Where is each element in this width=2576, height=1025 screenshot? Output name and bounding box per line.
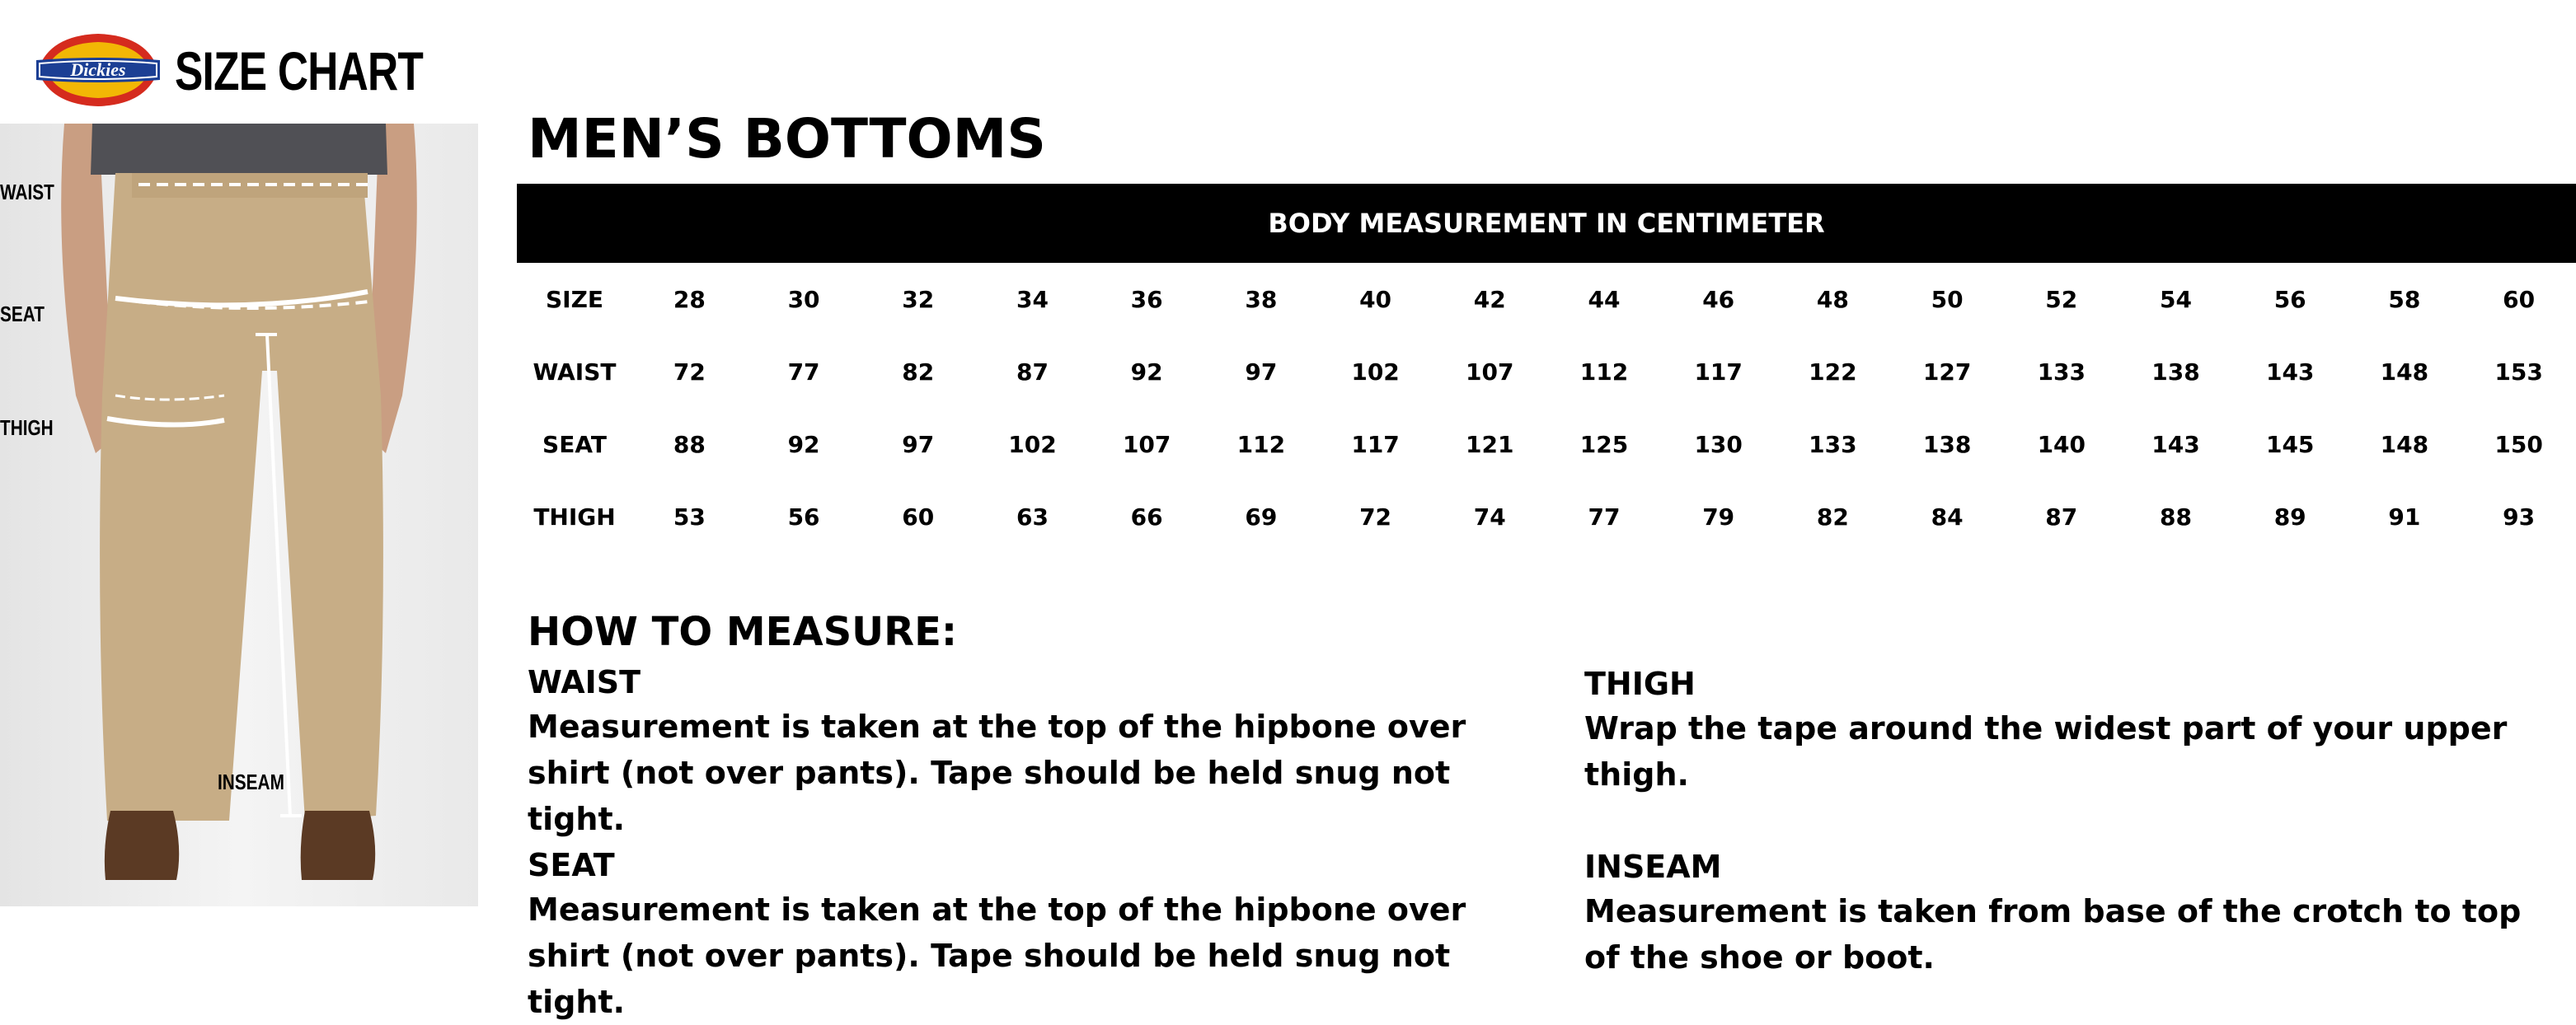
- table-cell: 140: [2037, 430, 2086, 458]
- table-cell: 117: [1351, 430, 1400, 458]
- table-cell: 46: [1702, 285, 1735, 313]
- table-cell: 107: [1466, 358, 1514, 386]
- row-label: SIZE: [545, 285, 603, 313]
- table-cell: 77: [787, 358, 820, 386]
- table-cell: 60: [2503, 285, 2536, 313]
- measure-thigh-text: Wrap the tape around the widest part of your upper thigh.: [1584, 710, 2508, 793]
- table-cell: 145: [2265, 430, 2315, 458]
- table-cell: 150: [2494, 430, 2543, 458]
- row-label: THIGH: [533, 503, 616, 531]
- brand-logo: [33, 25, 163, 115]
- table-cell: 143: [2265, 358, 2315, 386]
- table-cell: 52: [2045, 285, 2078, 313]
- table-cell: 138: [1922, 430, 1972, 458]
- table-cell: 93: [2503, 503, 2536, 531]
- table-cell: 112: [1236, 430, 1286, 458]
- page-title: MEN’S BOTTOMS: [528, 107, 1046, 171]
- table-cell: 148: [2380, 430, 2429, 458]
- measure-waist-title: WAIST: [528, 664, 641, 700]
- measure-seat-text: Measurement is taken at the top of the hipbone over shirt (not over pants). Tape should be held snug not tight.: [528, 892, 1466, 1020]
- table-cell: 72: [673, 358, 706, 386]
- table-cell: 44: [1588, 285, 1621, 313]
- table-cell: 69: [1245, 503, 1278, 531]
- table-cell: 112: [1579, 358, 1629, 386]
- table-cell: 125: [1579, 430, 1629, 458]
- table-cell: 130: [1694, 430, 1743, 458]
- how-to-measure-title: HOW TO MEASURE:: [528, 609, 958, 655]
- table-cell: 143: [2151, 430, 2200, 458]
- table-cell: 56: [787, 503, 820, 531]
- table-row: [517, 263, 2576, 335]
- table-cell: 102: [1351, 358, 1400, 386]
- table-cell: 91: [2388, 503, 2421, 531]
- measure-seat-title: SEAT: [528, 847, 615, 883]
- table-cell: 66: [1130, 503, 1163, 531]
- table-cell: 40: [1359, 285, 1392, 313]
- table-cell: 122: [1809, 358, 1857, 386]
- table-cell: 88: [2160, 503, 2192, 531]
- figure-label-inseam: INSEAM: [218, 770, 284, 794]
- table-cell: 32: [902, 285, 935, 313]
- table-cell: 97: [1245, 358, 1278, 386]
- table-cell: 77: [1588, 503, 1621, 531]
- row-label: WAIST: [533, 358, 617, 386]
- size-table: [517, 263, 2576, 553]
- table-cell: 97: [902, 430, 935, 458]
- measure-inseam-block: [1584, 845, 2532, 981]
- figure-label-thigh: THIGH: [0, 415, 54, 440]
- dickies-logo-icon: [33, 29, 163, 111]
- pants-photo: [0, 124, 478, 906]
- row-label: SEAT: [542, 430, 607, 458]
- table-cell: 38: [1245, 285, 1278, 313]
- measure-inseam-text: Measurement is taken from base of the crotch to top of the shoe or boot.: [1584, 893, 2522, 976]
- table-cell: 42: [1473, 285, 1506, 313]
- table-cell: 89: [2273, 503, 2306, 531]
- table-cell: 127: [1922, 358, 1972, 386]
- table-cell: 30: [787, 285, 820, 313]
- page-brand-title: SIZE CHART: [175, 40, 424, 101]
- measure-inseam-title: INSEAM: [1584, 849, 1722, 885]
- table-cell: 36: [1130, 285, 1163, 313]
- table-cell: 58: [2388, 285, 2421, 313]
- table-cell: 48: [1816, 285, 1849, 313]
- table-cell: 28: [673, 285, 706, 313]
- table-cell: 74: [1473, 503, 1506, 531]
- table-cell: 60: [902, 503, 935, 531]
- measure-thigh-title: THIGH: [1584, 666, 1696, 702]
- table-cell: 117: [1694, 358, 1743, 386]
- figure-label-seat: SEAT: [0, 302, 45, 326]
- table-cell: 107: [1122, 430, 1171, 458]
- table-cell: 34: [1016, 285, 1049, 313]
- table-row: [517, 480, 2576, 553]
- table-cell: 79: [1702, 503, 1735, 531]
- table-cell: 87: [1016, 358, 1049, 386]
- table-cell: 133: [1809, 430, 1857, 458]
- table-cell: 72: [1359, 503, 1392, 531]
- table-row: [517, 408, 2576, 480]
- table-row: [517, 335, 2576, 408]
- table-cell: 53: [673, 503, 706, 531]
- measure-waist-text: Measurement is taken at the top of the hipbone over shirt (not over pants). Tape should be held snug not tight.: [528, 709, 1466, 837]
- table-cell: 133: [2037, 358, 2086, 386]
- table-cell: 138: [2151, 358, 2200, 386]
- table-cell: 102: [1008, 430, 1057, 458]
- table-cell: 63: [1016, 503, 1049, 531]
- table-cell: 82: [902, 358, 935, 386]
- table-cell: 148: [2380, 358, 2429, 386]
- measure-seat-block: [528, 844, 1476, 1025]
- table-header: BODY MEASUREMENT IN CENTIMETER: [517, 184, 2576, 263]
- measure-thigh-block: [1584, 662, 2549, 798]
- measure-waist-block: [528, 661, 1476, 842]
- table-cell: 121: [1466, 430, 1514, 458]
- figure-label-waist: WAIST: [0, 180, 54, 204]
- table-cell: 84: [1931, 503, 1964, 531]
- table-cell: 50: [1931, 285, 1964, 313]
- table-cell: 92: [787, 430, 820, 458]
- table-cell: 88: [673, 430, 706, 458]
- table-cell: 82: [1816, 503, 1849, 531]
- table-cell: 92: [1130, 358, 1163, 386]
- table-cell: 54: [2160, 285, 2192, 313]
- logo-wordmark: Dickies: [70, 59, 126, 80]
- table-cell: 153: [2494, 358, 2543, 386]
- table-cell: 56: [2273, 285, 2306, 313]
- table-cell: 87: [2045, 503, 2078, 531]
